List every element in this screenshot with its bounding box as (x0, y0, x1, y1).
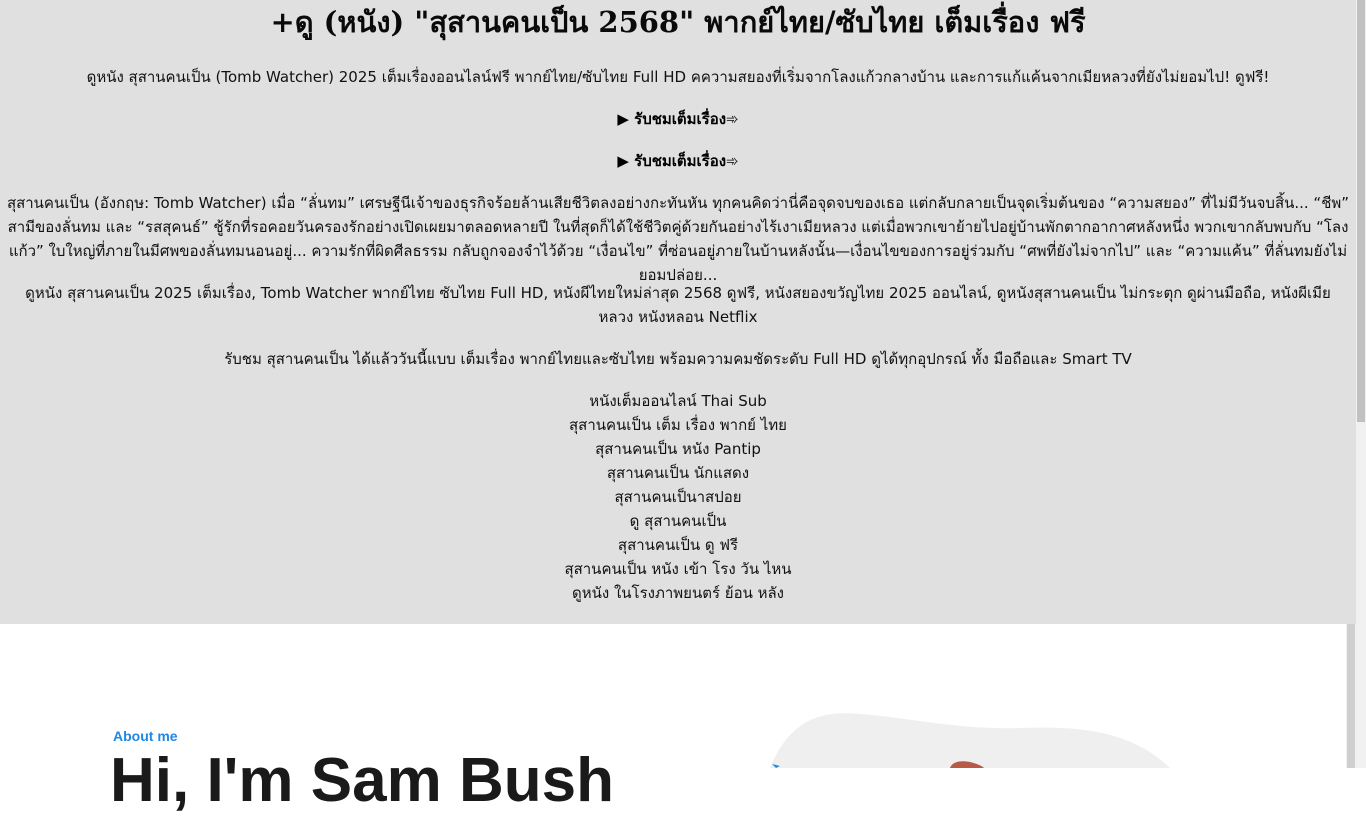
keyword-item: สุสานคนเป็น ดู ฟรี (617, 536, 739, 554)
keyword-item: สุสานคนเป็น หนัง Pantip (595, 440, 761, 458)
page-scrollbar[interactable] (1356, 0, 1366, 768)
keyword-item: สุสานคนเป็น หนัง เข้า โรง วัน ไหน (564, 560, 792, 578)
synopsis-paragraph: สุสานคนเป็น (อังกฤษ: Tomb Watcher) เมื่อ “ลั่นทม” เศรษฐีนีเจ้าของธุรกิจร้อยล้านเสียชีวิตลงอย่างกะทันหัน ทุกคนคิดว่านี่คือจุดจบของเธอ แต่กลับกลายเป็นจุดเริ่มต้นของ “ความสยอง” ที่ไม่มีวันจบสิ้น... “ชีพ” สามีของลั่นทม และ “รสสุคนธ์” ชู้รักที่รอคอยวันครองรักอย่างเปิดเผยมาตลอดหลายปี ในที่สุดก็ได้ใช้ชีวิตคู่ด้วยกันอย่างไร้เงาเมียหลวง แต่เมื่อพวกเขาย้ายไปอยู่บ้านพักตากอากาศหลังหนึ่ง พวกเขากลับพบกับ “โลงแก้ว” ใบใหญ่ที่ภายในมีศพของลั่นทมนอนอยู่... ความรักที่ผิดศีลธรรม กลับถูกจองจำไว้ด้วย “เงื่อนไข” ที่ซ่อนอยู่ภายในบ้านหลังนั้น—เงื่อนไขของการอยู่ร่วมกับ “ศพที่ยังไม่จากไป” และ “ความแค้น” ที่ลั่นทมยังไม่ยอมปล่อย... (6, 194, 1350, 284)
keyword-item: ดู สุสานคนเป็น (629, 512, 727, 530)
keyword-item: สุสานคนเป็น เต็ม เรื่อง พากย์ ไทย (569, 416, 787, 434)
inner-scrollbar[interactable] (1346, 624, 1356, 768)
intro-paragraph: ดูหนัง สุสานคนเป็น (Tomb Watcher) 2025 เต็มเรื่องออนไลน์ฟรี พากย์ไทย/ซับไทย Full HD คความสยองที่เริ่มจากโลงแก้วกลางบ้าน และการแก้แค้นจากเมียหลวงที่ยังไม่ยอมไป! ดูฟรี! (86, 68, 1270, 86)
keyword-list (0, 389, 1356, 605)
tags-paragraph: ดูหนัง สุสานคนเป็น 2025 เต็มเรื่อง, Tomb Watcher พากย์ไทย ซับไทย Full HD, หนังผีไทยใหม่ล่าสุด 2568 ดูฟรี, หนังสยองขวัญไทย 2025 ออนไลน์, ดูหนังสุสานคนเป็น ไม่กระตุก ดูผ่านมือถือ, หนังผีเมียหลวง หนังหลอน Netflix (25, 284, 1331, 326)
hero-blob-shape (770, 713, 1170, 768)
cta-paragraph: รับชม สุสานคนเป็น ได้แล้ววันนี้แบบ เต็มเรื่อง พากย์ไทยและซับไทย พร้อมความคมชัดระดับ Full HD ดูได้ทุกอุปกรณ์ ทั้ง มือถือและ Smart TV (224, 350, 1132, 368)
keyword-item: ดูหนัง ในโรงภาพยนตร์ ย้อน หลัง (571, 584, 785, 602)
watch-full-button[interactable]: ▶ รับชมเต็มเรื่อง➾ (617, 110, 739, 128)
hero-heading: Hi, I'm Sam Bush (110, 746, 614, 815)
about-me-label: About me (113, 728, 178, 744)
keyword-item: สุสานคนเป็นาสปอย (614, 488, 742, 506)
hero-illustration (760, 700, 1190, 768)
keyword-item: สุสานคนเป็น นักแสดง (606, 464, 750, 482)
page-scrollbar-thumb[interactable] (1357, 0, 1365, 422)
watch-full-button-secondary[interactable]: ▶ รับชมเต็มเรื่อง➾ (617, 152, 739, 170)
keyword-item: หนังเต็มออนไลน์ Thai Sub (589, 392, 767, 410)
page-title: +ดู (หนัง) "สุสานคนเป็น 2568" พากย์ไทย/ซับไทย เต็มเรื่อง ฟรี (270, 5, 1086, 39)
inner-scrollbar-thumb[interactable] (1347, 624, 1355, 768)
